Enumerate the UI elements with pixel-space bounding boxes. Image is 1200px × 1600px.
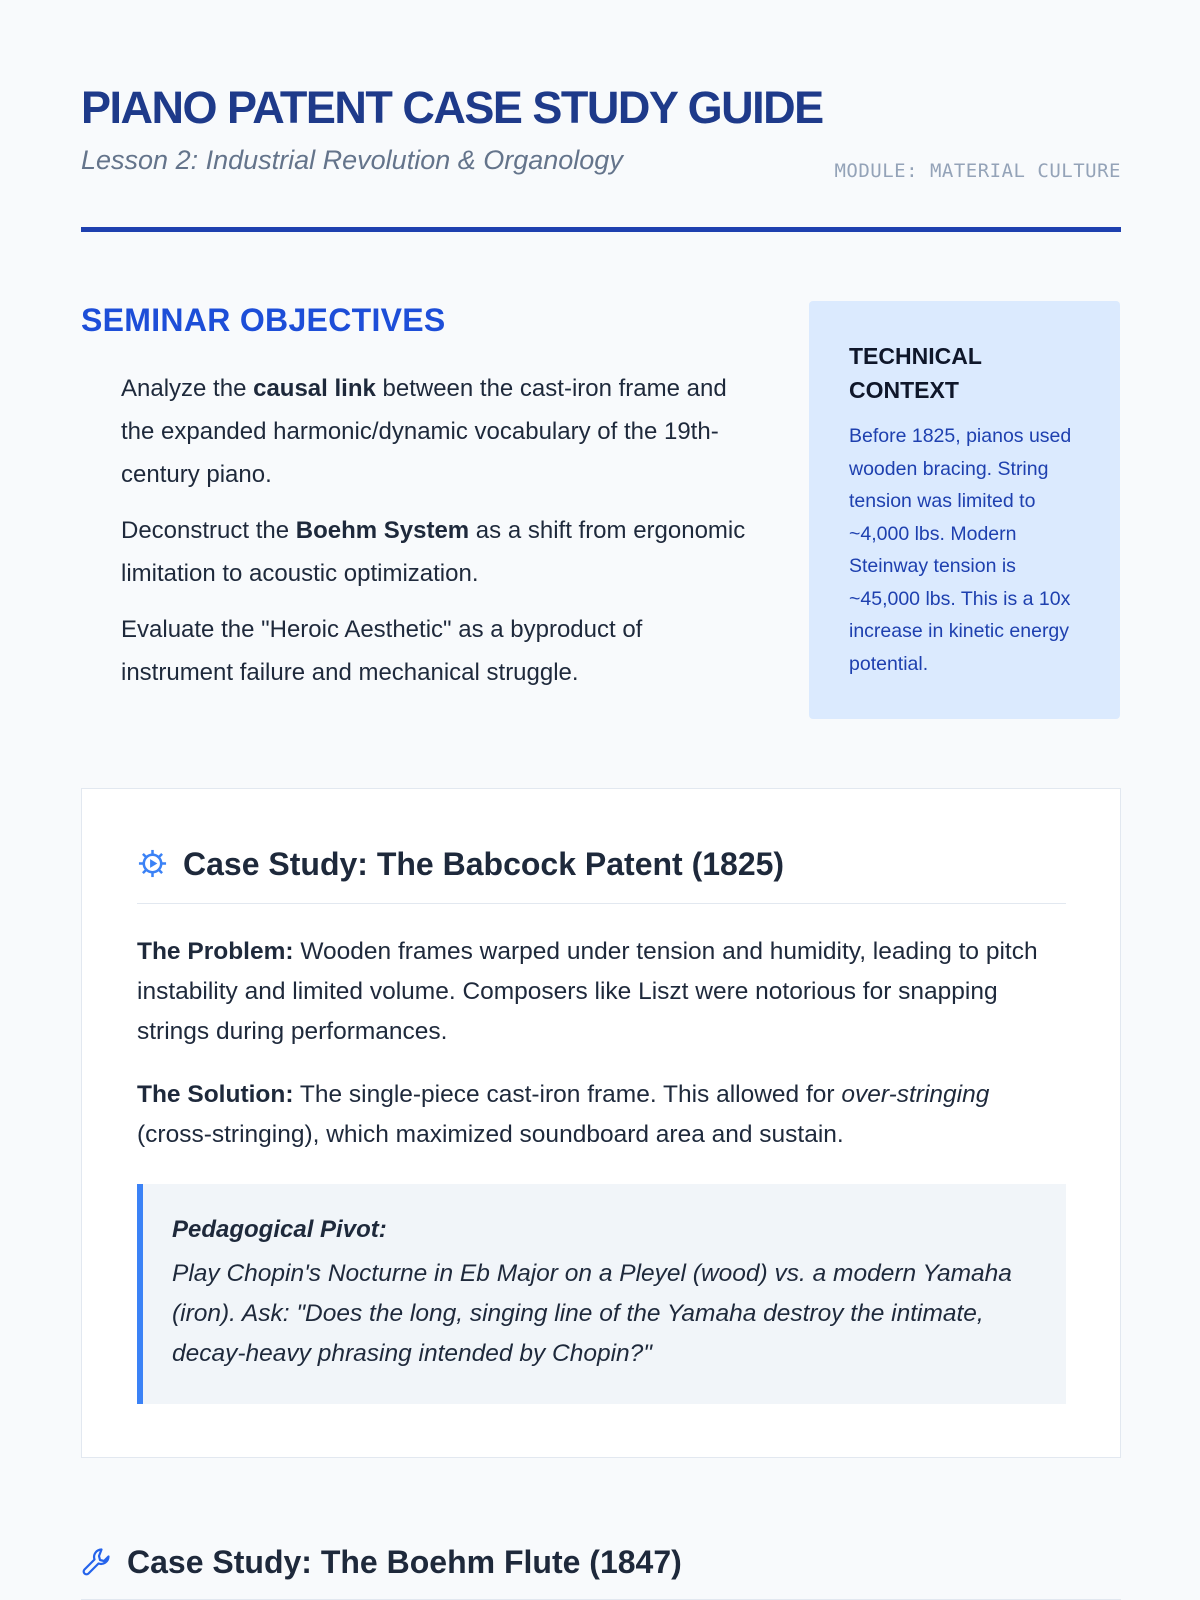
technical-context-text: Before 1825, pianos used wooden bracing. String tension was limited to ~4,000 lbs. Modern Steinway tension is ~45,000 lbs. This is a 10x increase in kinetic energy potential. <box>849 425 1072 675</box>
objective-emphasis: causal link <box>253 375 376 402</box>
title-divider <box>81 227 1121 232</box>
case-study-title: Case Study: The Babcock Patent (1825) <box>183 846 785 882</box>
solution-text: (cross-stringing), which maximized soundboard area and sustain. <box>137 1121 844 1148</box>
solution-label: The Solution: <box>137 1081 294 1108</box>
solution-paragraph <box>137 1075 1066 1155</box>
pivot-title: Pedagogical Pivot: <box>172 1216 387 1243</box>
objectives-heading: SEMINAR OBJECTIVES <box>81 302 446 338</box>
solution-emphasis: over-stringing <box>841 1081 990 1108</box>
objectives-list <box>121 367 761 707</box>
gear-icon <box>137 848 168 879</box>
objective-text: as a shift from ergonomic limitation to acoustic optimization. <box>121 517 746 587</box>
objective-text: Deconstruct the <box>121 517 296 544</box>
objective-item <box>121 509 761 595</box>
objective-text: Analyze the <box>121 375 254 402</box>
objective-item <box>121 608 761 694</box>
page-subtitle: Lesson 2: Industrial Revolution & Organology <box>81 145 623 175</box>
technical-context-panel <box>809 301 1120 719</box>
module-tag: MODULE: MATERIAL CULTURE <box>834 160 1121 182</box>
page-title: PIANO PATENT CASE STUDY GUIDE <box>81 82 823 133</box>
wrench-icon <box>81 1546 113 1578</box>
problem-paragraph <box>137 932 1066 1052</box>
pedagogical-pivot-callout <box>137 1184 1066 1404</box>
solution-text: The single-piece cast-iron frame. This allowed for <box>293 1081 842 1108</box>
problem-text: Wooden frames warped under tension and humidity, leading to pitch instability and limited volume. Composers like Liszt were notorious for snapping strings during performances. <box>137 938 1038 1045</box>
objective-text: Evaluate the "Heroic Aesthetic" as a byproduct of instrument failure and mechanical struggle. <box>121 616 643 686</box>
objective-item <box>121 367 761 496</box>
objective-emphasis: Boehm System <box>295 517 470 544</box>
objective-text: between the cast-iron frame and the expanded harmonic/dynamic vocabulary of the 19th-century piano. <box>121 375 727 488</box>
case-study-boehm-header <box>81 1536 1121 1600</box>
technical-context-title: TECHNICAL CONTEXT <box>849 343 982 403</box>
case-study-header <box>137 836 1066 904</box>
case-study-title: Case Study: The Boehm Flute (1847) <box>127 1544 682 1580</box>
problem-label: The Problem: <box>137 938 294 965</box>
case-study-babcock-card <box>81 788 1121 1458</box>
pivot-text: Play Chopin's Nocturne in Eb Major on a Pleyel (wood) vs. a modern Yamaha (iron). Ask: "Does the long, singing line of the Yamaha destroy the intimate, decay-heavy phrasing intended by Chopin?" <box>172 1260 1012 1367</box>
